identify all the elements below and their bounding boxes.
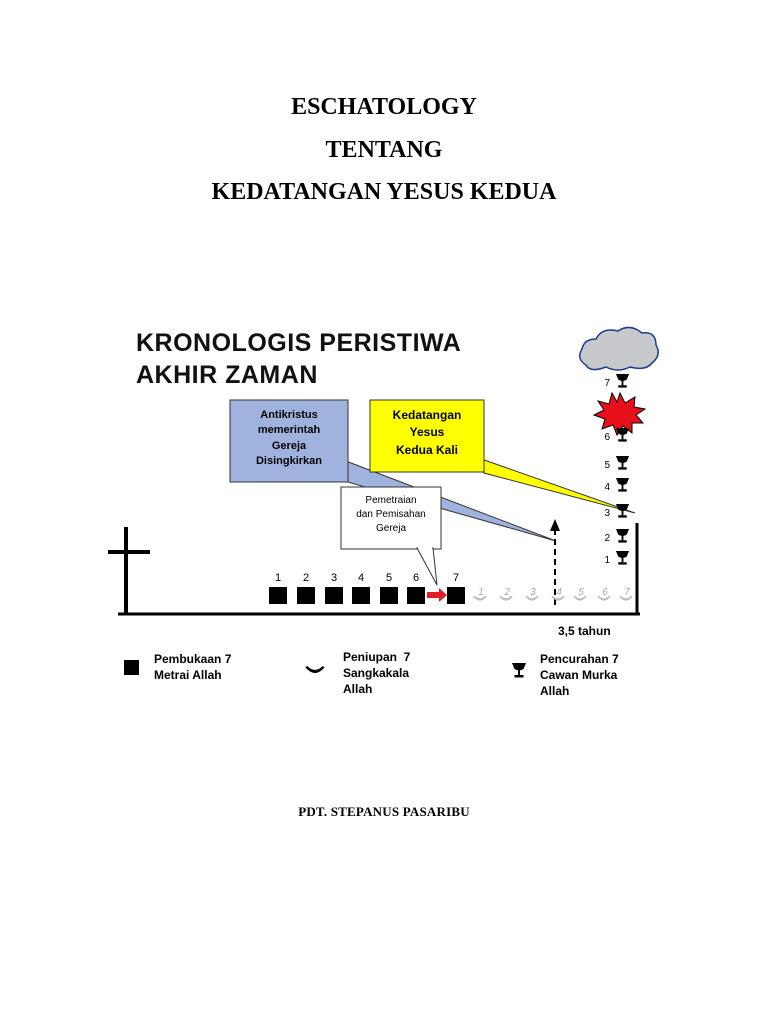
chronology-figure xyxy=(90,305,678,705)
legend-seals-line-1: Pembukaan 7 xyxy=(154,652,232,666)
bowl-number-5: 5 xyxy=(604,460,610,471)
bowl-number-4: 4 xyxy=(604,482,610,493)
trumpet-number-4: 4 xyxy=(556,587,562,598)
trumpet-number-1: 1 xyxy=(478,587,484,598)
title-line-2: TENTANG xyxy=(325,137,443,163)
legend-trumpets-line-1: Peniupan 7 xyxy=(343,650,411,664)
trumpet-number-5: 5 xyxy=(578,587,584,598)
seal-square-icon xyxy=(380,587,398,604)
trumpet-number-6: 6 xyxy=(602,587,608,598)
seal-number-2: 2 xyxy=(302,572,310,584)
seal-square-icon xyxy=(269,587,287,604)
callout-second-coming-line-3: Kedua Kali xyxy=(395,443,459,457)
callout-antichrist-line-2: memerintah xyxy=(257,424,321,436)
seal-number-7: 7 xyxy=(452,572,460,584)
duration-label: 3,5 tahun xyxy=(558,624,611,638)
legend-seals-line-2: Metrai Allah xyxy=(154,668,222,682)
callout-antichrist-line-3: Gereja xyxy=(271,440,307,452)
author-name: PDT. STEPANUS PASARIBU xyxy=(298,804,470,819)
trumpet-number-7: 7 xyxy=(624,587,630,598)
seal-square-icon xyxy=(297,587,315,604)
trumpet-number-3: 3 xyxy=(530,587,536,598)
legend-bowls-line-2: Cawan Murka xyxy=(540,668,618,682)
callout-sealing-line-3: Gereja xyxy=(375,523,407,534)
bowl-number-7: 7 xyxy=(604,378,610,389)
callout-sealing-line-1: Pemetraian xyxy=(365,495,417,506)
legend-bowls-line-3: Allah xyxy=(540,684,570,698)
title-line-3: KEDATANGAN YESUS KEDUA xyxy=(211,179,557,205)
legend-bowls-line-1: Pencurahan 7 xyxy=(540,652,619,666)
seal-number-6: 6 xyxy=(412,572,420,584)
seal-number-4: 4 xyxy=(357,572,365,584)
callout-second-coming-line-2: Yesus xyxy=(409,425,445,439)
callout-antichrist-line-4: Disingkirkan xyxy=(255,455,323,467)
legend-trumpets-line-2: Sangkakala xyxy=(343,666,410,680)
callout-sealing-line-2: dan Pemisahan xyxy=(356,509,426,520)
legend-trumpets-line-3: Allah xyxy=(343,682,373,696)
legend-seal-square-icon xyxy=(124,660,139,675)
title-line-1: ESCHATOLOGY xyxy=(291,94,477,120)
callout-antichrist-line-1: Antikristus xyxy=(260,409,318,421)
seal-square-icon xyxy=(447,587,465,604)
bowl-number-2: 2 xyxy=(604,533,610,544)
seal-number-3: 3 xyxy=(330,572,338,584)
seal-square-icon xyxy=(352,587,370,604)
seal-square-icon xyxy=(407,587,425,604)
bowl-number-3: 3 xyxy=(604,508,610,519)
trumpet-number-2: 2 xyxy=(504,587,510,598)
seal-number-5: 5 xyxy=(385,572,393,584)
bowl-number-1: 1 xyxy=(604,555,610,566)
bowl-number-6: 6 xyxy=(604,432,610,443)
seal-square-icon xyxy=(325,587,343,604)
callout-second-coming-line-1: Kedatangan xyxy=(392,408,462,422)
figure-heading-line-1: KRONOLOGIS PERISTIWA xyxy=(136,329,462,357)
figure-heading-line-2: AKHIR ZAMAN xyxy=(136,361,318,389)
seal-number-1: 1 xyxy=(274,572,282,584)
